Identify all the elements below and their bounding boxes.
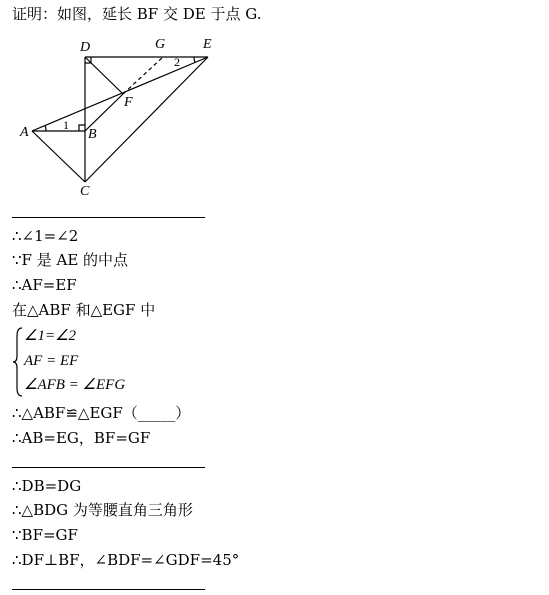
system-line-1: ∠1=∠2 [24,328,77,344]
answer-blank-3[interactable] [12,589,205,590]
label-D: D [80,40,91,55]
label-A: A [20,125,29,140]
right-angle-B [79,125,85,131]
segment-AE [32,57,208,131]
system-line-2: AF = EF [24,353,79,369]
answer-blank-1[interactable] [12,217,205,218]
proof-line-6: ∴AB=EG，BF=GF [12,429,151,447]
answer-blank-2[interactable] [12,467,205,468]
segment-BF [85,94,123,131]
proof-line-5: ∴△ABF≌△EGF（_____） [12,404,191,422]
proof-line-3: ∴AF=EF [12,276,77,294]
proof-line-7: ∴DB=DG [12,477,82,495]
proof-line-1: ∴∠1=∠2 [12,227,79,245]
label-B: B [88,127,97,142]
label-angle1: 1 [63,118,69,132]
segment-FG-dashed [123,57,163,94]
label-F: F [124,95,133,110]
label-G: G [155,37,166,52]
system-line-3: ∠AFB = ∠EFG [24,377,126,393]
label-angle2: 2 [174,55,180,69]
proof-line-9: ∵BF=GF [12,526,78,544]
angle2-arc [194,57,195,63]
label-E: E [203,37,212,52]
segment-AC [32,131,85,182]
proof-line-2: ∵F 是 AE 的中点 [12,251,129,269]
proof-header: 证明：如图，延长 BF 交 DE 于点 G. [12,5,262,23]
angle1-arc [45,126,46,132]
proof-line-10: ∴DF⊥BF，∠BDF=∠GDF=45° [12,551,240,569]
proof-line-4: 在△ABF 和△EGF 中 [12,301,156,319]
label-C: C [80,184,90,195]
proof-line-8: ∴△BDG 为等腰直角三角形 [12,501,193,519]
geometry-figure [0,30,240,195]
